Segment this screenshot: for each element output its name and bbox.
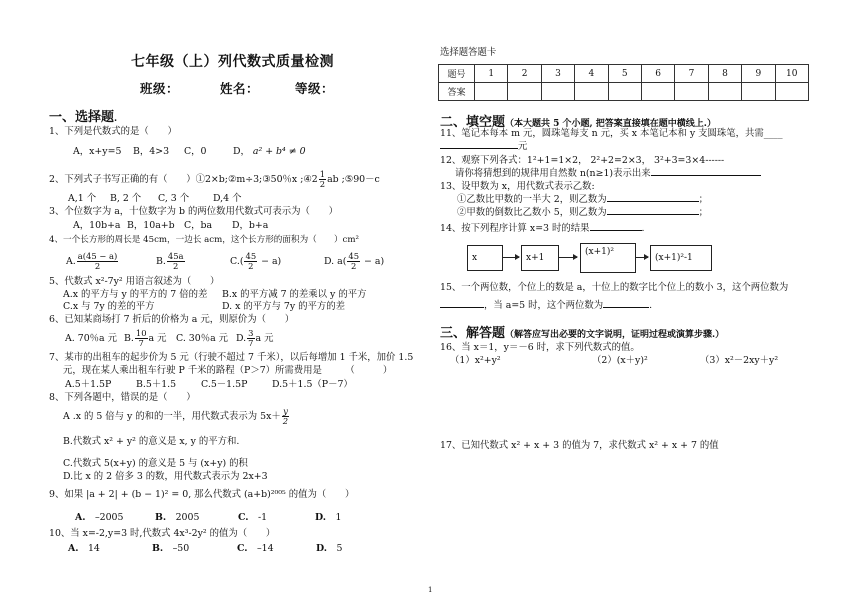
q16-p2: （2）(x＋y)² (592, 355, 648, 366)
q2-c: C, 3 个 (158, 193, 190, 204)
q7-line2: 元，现在某人乘出租车行驶 P 千米的路程（P＞7）所需费用是 （ ） (63, 365, 393, 376)
question-number-cell: 4 (575, 65, 608, 83)
question-number-cell: 9 (742, 65, 775, 83)
q3-d: D，b+a (232, 220, 269, 231)
q8-d: D.比 x 的 2 倍多 3 的数，用代数式表示为 2x+3 (63, 471, 268, 482)
answer-cell[interactable] (608, 83, 641, 101)
section2-heading: 二、填空题（本大题共 5 个小题, 把答案直接填在题中横线上.） (440, 115, 716, 130)
q6-b: B. $\frac{10}{7}$ a 元 (124, 328, 167, 348)
q1-a: A，x+y=5 (73, 146, 122, 157)
q10-c: C. –14 (237, 543, 274, 554)
q4-a: A. $\frac{a(45 - a)}{2}$ (66, 251, 118, 271)
section3-heading: 三、解答题（解答应写出必要的文字说明，证明过程或演算步骤.） (440, 326, 725, 341)
program-box-add: x+1 (521, 245, 559, 271)
q15-blank1[interactable] (440, 307, 484, 308)
answer-cell[interactable] (641, 83, 674, 101)
q4-d: D. a( $\frac{45}{2}$ − a) (324, 251, 385, 271)
answer-cell[interactable] (775, 83, 808, 101)
q3-c: C，ba (184, 220, 213, 231)
q6-stem: 6、已知某商场打 7 折后的价格为 a 元，则原价为（ ） (49, 314, 295, 325)
q6-c: C. 30％a 元 (176, 333, 229, 344)
q5-a: A.x 的平方与 y 的平方的 7 倍的差 (63, 289, 208, 300)
question-number-cell: 1 (475, 65, 508, 83)
answer-card-table (438, 64, 809, 101)
q2-a: A,1 个 (68, 193, 97, 204)
q4-stem: 4、一个长方形的周长是 45cm，一边长 acm，这个长方形的面积为（ ）cm² (49, 235, 359, 245)
q8-a: A .x 的 5 倍与 y 的和的一半，用代数式表示为 5x＋ $\frac{y}{2}$ (63, 406, 289, 426)
q7-d: D.5＋1.5（P－7） (272, 379, 353, 390)
q13-stem: 13、设甲数为 x，用代数式表示乙数: (440, 181, 595, 192)
q7-b: B.5＋1.5 (136, 379, 177, 390)
q16-stem: 16、当 x＝1，y＝－6 时，求下列代数式的值。 (440, 342, 640, 353)
q12-line1: 12、观察下列各式：1²+1=1×2， 2²+2=2×3， 3²+3=3×4------ (440, 155, 725, 166)
q14-stem: 14、按下列程序计算 x=3 时的结果 . (440, 223, 645, 234)
q9-a: A. –2005 (75, 512, 124, 523)
q13-s1: ①乙数比甲数的一半大 2，则乙数为 ； (457, 194, 708, 205)
q17-stem: 17、已知代数式 x² + x + 3 的值为 7，求代数式 x² + x + 7 的值 (440, 440, 719, 451)
q10-a: A. 14 (68, 543, 100, 554)
q4-c: C.( $\frac{45}{2}$ − a) (230, 251, 282, 271)
q7-c: C.5－1.5P (201, 379, 248, 390)
class-label: 班级： (140, 81, 180, 96)
answer-cell[interactable] (575, 83, 608, 101)
q16-p1: （1）x²+y² (450, 355, 501, 366)
q13-s2: ②甲数的倒数比乙数小 5，则乙数为 ； (457, 207, 708, 218)
arrow-right-icon (636, 257, 648, 258)
q2-stem: 2、下列式子书写正确的有（ ）①2×b;②m÷3;③50％x ;④2 $\frac{1}{2}$ ab ;⑤90－c (49, 169, 380, 189)
q14-blank[interactable] (590, 230, 642, 231)
arrow-right-icon (503, 257, 519, 258)
program-box-square: (x+1)² (580, 243, 636, 273)
answer-cell[interactable] (675, 83, 708, 101)
q5-c: C.x 与 7y 的差的平方 (63, 301, 155, 312)
q5-d: D. x 的平方与 7y 的平方的差 (222, 301, 346, 312)
q12-blank[interactable] (651, 175, 761, 176)
q5-stem: 5、代数式 x²-7y² 用语言叙述为（ ） (49, 276, 220, 287)
q1-d: D， a² + b⁴ ≠ 0 (233, 146, 306, 157)
q4-b: B. $\frac{45a}{2}$ (156, 251, 184, 271)
answer-cell[interactable] (508, 83, 541, 101)
question-number-cell: 5 (608, 65, 641, 83)
q9-stem: 9、如果 |a + 2| + (b − 1)² = 0, 那么代数式 (a+b)²⁰⁰⁵ 的值为（ ） (49, 489, 355, 500)
section1-heading: 一、选择题. (49, 110, 118, 125)
question-number-cell: 3 (541, 65, 574, 83)
q8-stem: 8、下列各题中，错误的是（ ） (49, 392, 196, 403)
q7-line1: 7、某市的出租车的起步价为 5 元（行驶不超过 7 千米），以后每增加 1 千米，加价 1.5 (49, 352, 414, 363)
q8-c: C.代数式 5(x+y) 的意义是 5 与 (x+y) 的积 (63, 458, 248, 469)
q1-b: B，4>3 (133, 146, 170, 157)
answer-card-title: 选择题答题卡 (440, 47, 497, 58)
q1-c: C，0 (184, 146, 207, 157)
program-box-input: x (467, 245, 503, 271)
q11-line2: 元 (440, 141, 527, 153)
answer-card-answer-row (439, 83, 809, 101)
q10-b: B. –50 (152, 543, 190, 554)
grade-label: 等级： (295, 81, 335, 96)
q13-blank1[interactable] (607, 201, 699, 202)
question-number-cell: 7 (675, 65, 708, 83)
question-number-cell: 6 (641, 65, 674, 83)
q2-d: D,4 个 (213, 193, 242, 204)
q3-stem: 3、个位数字为 a，十位数字为 b 的两位数用代数式可表示为（ ） (49, 206, 338, 217)
q1-stem: 1、下列是代数式的是（ ） (49, 126, 177, 137)
answer-cell[interactable] (541, 83, 574, 101)
page-number: 1 (428, 586, 433, 594)
question-number-cell: 10 (775, 65, 808, 83)
q6-d: D. $\frac{3}{7}$ a 元 (236, 328, 274, 348)
q2-b: B, 2 个 (110, 193, 142, 204)
q8-b: B.代数式 x² + y² 的意义是 x, y 的平方和. (63, 436, 240, 447)
program-box-output: (x+1)²-1 (650, 245, 712, 271)
q15-blank2[interactable] (603, 307, 649, 308)
q16-p3: （3）x²－2xy＋y² (700, 355, 779, 366)
answer-card-number-row (439, 65, 809, 83)
q12-line2: 请你将猜想到的规律用自然数 n(n≥1)表示出来 (455, 168, 761, 180)
q13-blank2[interactable] (607, 214, 699, 215)
q7-a: A.5＋1.5P (65, 379, 112, 390)
q11-blank[interactable] (440, 148, 518, 149)
q11-line1: 11、笔记本每本 m 元，圆珠笔每支 n 元，买 x 本笔记本和 y 支圆珠笔，共需____ (440, 128, 783, 139)
arrow-right-icon (559, 257, 577, 258)
number-row-header: 题号 (439, 65, 475, 83)
answer-cell[interactable] (742, 83, 775, 101)
q3-b: B，10a+b (127, 220, 175, 231)
q10-d: D. 5 (316, 543, 343, 554)
q9-c: C. -1 (238, 512, 268, 523)
q10-stem: 10、当 x=-2,y=3 时,代数式 4x³-2y² 的值为（ ） (49, 528, 276, 539)
page-title: 七年级（上）列代数式质量检测 (131, 54, 334, 70)
q6-a: A. 70％a 元 (65, 333, 117, 344)
q9-d: D. 1 (315, 512, 342, 523)
name-label: 姓名： (220, 81, 260, 96)
q3-a: A，10b+a (73, 220, 121, 231)
q5-b: B.x 的平方减 7 的差乘以 y 的平方 (222, 289, 367, 300)
answer-cell[interactable] (708, 83, 741, 101)
answer-cell[interactable] (475, 83, 508, 101)
question-number-cell: 8 (708, 65, 741, 83)
answer-row-header: 答案 (439, 83, 475, 101)
q9-b: B. 2005 (155, 512, 200, 523)
q15-line1: 15、一个两位数，个位上的数是 a，十位上的数字比个位上的数小 3，这个两位数为 (440, 282, 789, 293)
question-number-cell: 2 (508, 65, 541, 83)
q15-line2: ，当 a=5 时，这个两位数为 . (440, 300, 652, 312)
